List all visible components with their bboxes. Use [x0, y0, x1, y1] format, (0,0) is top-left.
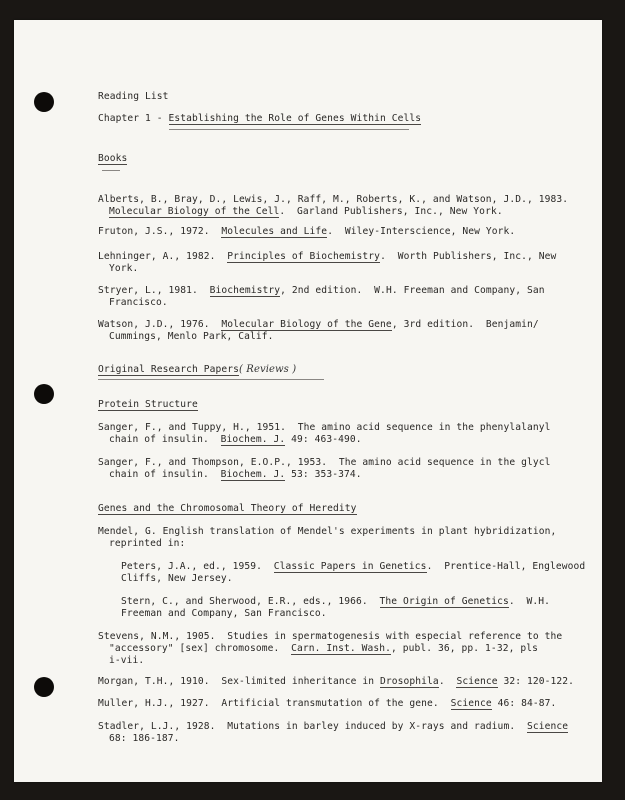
double-underline	[169, 129, 409, 130]
protein-heading: Protein Structure	[98, 399, 198, 410]
citation-morgan: Morgan, T.H., 1910. Sex-limited inheritance in Drosophila. Science 32: 120-122.	[98, 676, 574, 687]
citation-stryer: Stryer, L., 1981. Biochemistry, 2nd edition. W.H. Freeman and Company, San	[98, 285, 545, 296]
citation-stevens-cont2: i-vii.	[109, 655, 145, 666]
punch-hole	[34, 677, 54, 697]
document-page	[14, 20, 602, 782]
genes-heading: Genes and the Chromosomal Theory of Heredity	[98, 503, 357, 514]
books-heading: Books	[98, 153, 128, 164]
page-title: Reading List	[98, 91, 169, 102]
citation-stadler: Stadler, L.J., 1928. Mutations in barley induced by X-rays and radium. Science	[98, 721, 569, 732]
chapter-title: Establishing the Role of Genes Within Cells	[168, 113, 422, 124]
citation-alberts-cont: Molecular Biology of the Cell. Garland Publishers, Inc., New York.	[109, 206, 503, 217]
research-heading: Original Research Papers( Reviews )	[98, 364, 297, 375]
citation-stevens-cont: "accessory" [sex] chromosome. Carn. Inst. Wash., publ. 36, pp. 1-32, pls	[109, 643, 538, 654]
citation-stern: Stern, C., and Sherwood, E.R., eds., 1966. The Origin of Genetics. W.H.	[121, 596, 550, 607]
citation-watson-cont: Cummings, Menlo Park, Calif.	[109, 331, 274, 342]
handwritten-mark	[102, 170, 120, 171]
punch-hole	[34, 92, 54, 112]
citation-lehninger-cont: York.	[109, 263, 139, 274]
citation-peters-cont: Cliffs, New Jersey.	[121, 573, 233, 584]
citation-mendel: Mendel, G. English translation of Mendel's experiments in plant hybridization,	[98, 526, 557, 537]
citation-stevens: Stevens, N.M., 1905. Studies in spermatogenesis with especial reference to the	[98, 631, 563, 642]
citation-sanger-1953-cont: chain of insulin. Biochem. J. 53: 353-374.	[109, 469, 362, 480]
citation-stadler-cont: 68: 186-187.	[109, 733, 180, 744]
citation-sanger-1951-cont: chain of insulin. Biochem. J. 49: 463-490.	[109, 434, 362, 445]
citation-stryer-cont: Francisco.	[109, 297, 168, 308]
citation-stern-cont: Freeman and Company, San Francisco.	[121, 608, 327, 619]
citation-lehninger: Lehninger, A., 1982. Principles of Biochemistry. Worth Publishers, Inc., New	[98, 251, 557, 262]
chapter-heading: Chapter 1 - Establishing the Role of Genes Within Cells	[98, 113, 422, 124]
punch-hole	[34, 384, 54, 404]
handwritten-note: ( Reviews )	[239, 364, 297, 375]
double-underline	[98, 379, 324, 380]
citation-watson: Watson, J.D., 1976. Molecular Biology of the Gene, 3rd edition. Benjamin/	[98, 319, 539, 330]
citation-sanger-1951: Sanger, F., and Tuppy, H., 1951. The amino acid sequence in the phenylalanyl	[98, 422, 551, 433]
citation-peters: Peters, J.A., ed., 1959. Classic Papers in Genetics. Prentice-Hall, Englewood	[121, 561, 586, 572]
citation-sanger-1953: Sanger, F., and Thompson, E.O.P., 1953. The amino acid sequence in the glycl	[98, 457, 551, 468]
citation-fruton: Fruton, J.S., 1972. Molecules and Life. Wiley-Interscience, New York.	[98, 226, 516, 237]
citation-muller: Muller, H.J., 1927. Artificial transmutation of the gene. Science 46: 84-87.	[98, 698, 557, 709]
citation-alberts: Alberts, B., Bray, D., Lewis, J., Raff, M., Roberts, K., and Watson, J.D., 1983.	[98, 194, 569, 205]
citation-mendel-cont: reprinted in:	[109, 538, 186, 549]
